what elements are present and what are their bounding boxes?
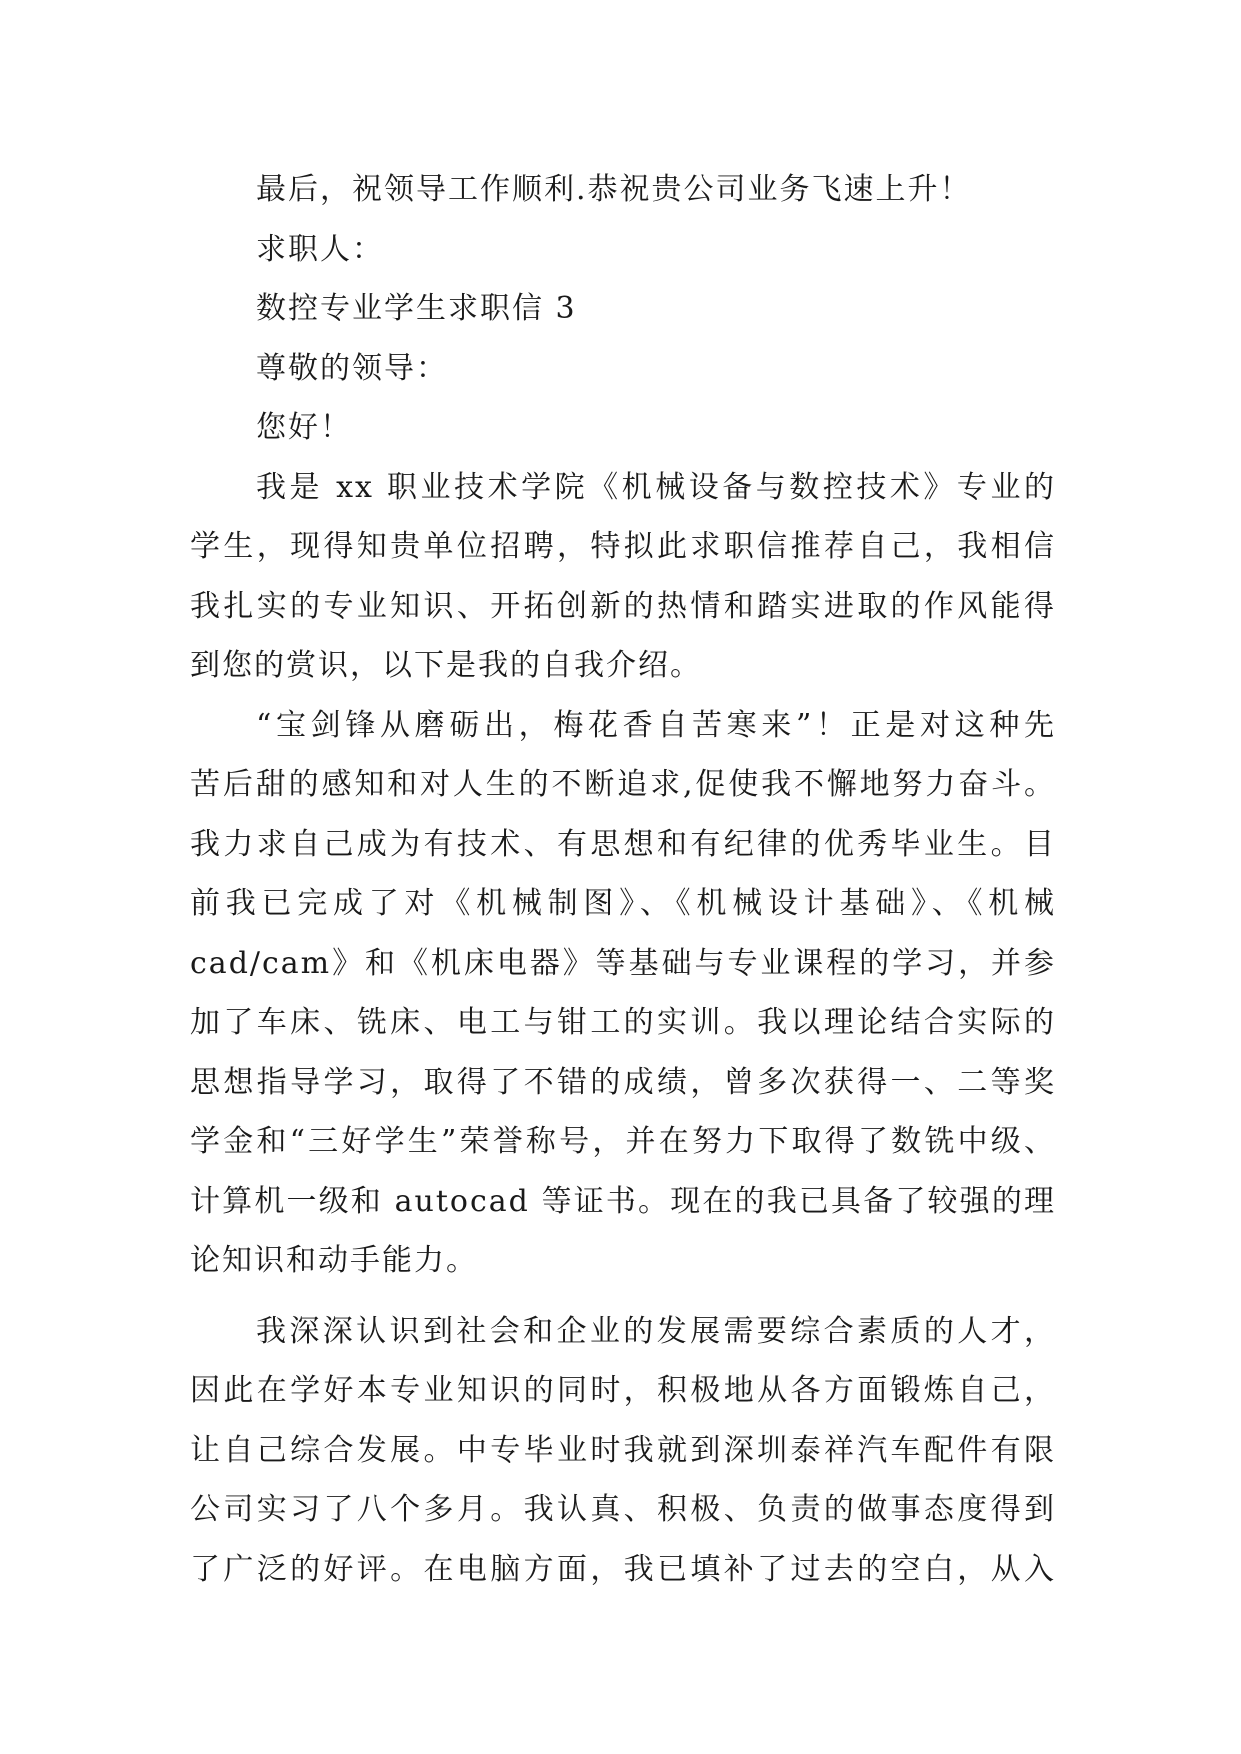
text-line: “宝剑锋从磨砺出，梅花香自苦寒来”！正是对这种先 xyxy=(256,707,1056,743)
text-line: 到您的赏识，以下是我的自我介绍。 xyxy=(190,648,702,683)
text-line: 学生，现得知贵单位招聘，特拟此求职信推荐自己，我相信 xyxy=(190,529,1056,564)
document-page xyxy=(190,160,1056,1599)
text-line: 了广泛的好评。在电脑方面，我已填补了过去的空白，从入 xyxy=(190,1551,1056,1587)
text-line: 苦后甜的感知和对人生的不断追求,促使我不懈地努力奋斗。 xyxy=(190,767,1056,802)
text-line: cad/cam》和《机床电器》等基础与专业课程的学习，并参 xyxy=(190,945,1056,981)
text-line: 前我已完成了对《机械制图》、《机械设计基础》、《机械 xyxy=(190,886,1056,921)
document-body xyxy=(190,160,1056,1599)
text-line: 论知识和动手能力。 xyxy=(190,1243,478,1278)
text-line: 计算机一级和 autocad 等证书。现在的我已具备了较强的理 xyxy=(190,1183,1056,1219)
text-line: 公司实习了八个多月。我认真、积极、负责的做事态度得到 xyxy=(190,1492,1056,1527)
text-line: 加了车床、铣床、电工与钳工的实训。我以理论结合实际的 xyxy=(190,1005,1056,1040)
text-line: 我扎实的专业知识、开拓创新的热情和踏实进取的作风能得 xyxy=(190,588,1056,624)
text-line: 思想指导学习，取得了不错的成绩，曾多次获得一、二等奖 xyxy=(190,1064,1056,1100)
text-line: 让自己综合发展。中专毕业时我就到深圳泰祥汽车配件有限 xyxy=(190,1432,1056,1468)
text-line: 求职人： xyxy=(256,231,384,267)
text-line: 最后，祝领导工作顺利.恭祝贵公司业务飞速上升！ xyxy=(256,172,972,207)
text-line: 我深深认识到社会和企业的发展需要综合素质的人才， xyxy=(256,1313,1056,1349)
text-line: 我是 xx 职业技术学院《机械设备与数控技术》专业的 xyxy=(256,469,1056,505)
text-line: 您好！ xyxy=(256,410,352,445)
text-line: 数控专业学生求职信 3 xyxy=(256,291,577,326)
text-line: 因此在学好本专业知识的同时，积极地从各方面锻炼自己， xyxy=(190,1373,1056,1408)
text-line: 学金和“三好学生”荣誉称号，并在努力下取得了数铣中级、 xyxy=(190,1124,1056,1159)
text-line: 我力求自己成为有技术、有思想和有纪律的优秀毕业生。目 xyxy=(190,826,1056,862)
text-line: 尊敬的领导： xyxy=(256,350,448,386)
